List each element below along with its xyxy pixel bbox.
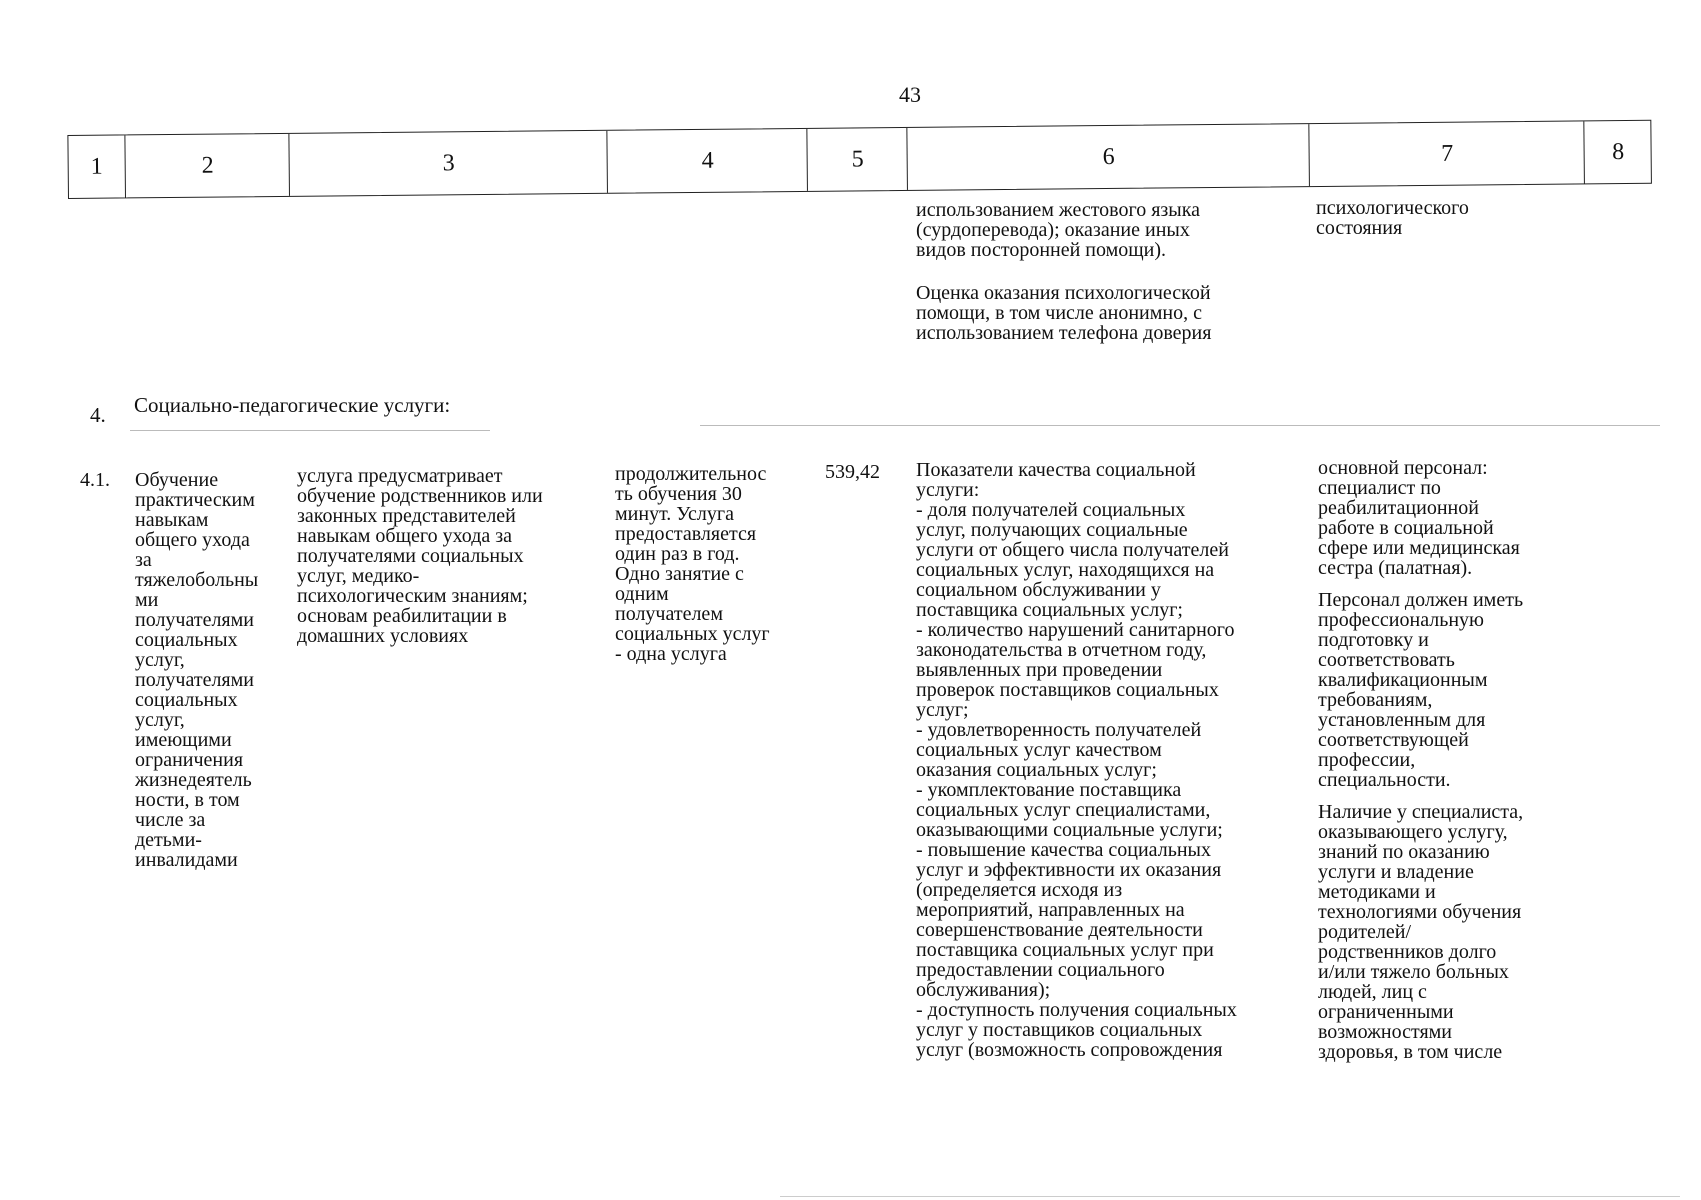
divider — [700, 425, 1660, 426]
header-col-6: 6 — [906, 124, 1310, 190]
service-volume: продолжительнос ть обучения 30 минут. Услуга предоставляется один раз в год. Одно занятие с одним получателем социальных услуг - одна услуга — [615, 463, 770, 665]
header-col-5: 5 — [806, 128, 908, 191]
service-name: Обучение практическим навыкам общего ухода за тяжелобольны ми получателями социальных услуг, получателями социальных услуг, имеющими ограничения жизнедеятель ности, в том числе за детьми- инвалидами — [135, 469, 259, 871]
divider — [130, 430, 490, 431]
staff-qualification: Персонал должен иметь профессиональную подготовку и соответствовать квалификационным требованиям, установленным для соответствующей профессии, специальности. — [1318, 589, 1524, 791]
continuation-col6-assessment: Оценка оказания психологической помощи, в том числе анонимно, с использованием телефона доверия — [916, 282, 1212, 344]
table-header — [67, 120, 1652, 199]
page-number: 43 — [899, 82, 921, 107]
specialist-knowledge: Наличие у специалиста, оказывающего услугу, знаний по оказанию услуги и владение методиками и технологиями обучения родителей/ родственников долго и/или тяжело больных людей, лиц с ограниченными возможностями здоровья, в том числе — [1318, 801, 1524, 1063]
continuation-col7-text: психологического состояния — [1316, 197, 1469, 239]
header-col-7: 7 — [1308, 121, 1585, 186]
header-col-2: 2 — [124, 134, 290, 198]
header-col-3: 3 — [288, 131, 608, 196]
quality-indicators: Показатели качества социальной услуги: - доля получателей социальных услуг, получающих социальные услуги от общего числа получателей социальных услуг, находящихся на социальном обслуживании у поставщика социальных услуг; - количество нарушений санитарного законодательства в отчетном году, выявленных при проведении проверок поставщиков социальных услуг; - удовлетворенность получателей социальных услуг качеством оказания социальных услуг; - укомплектование поставщика социальных услуг специалистами, оказывающими социальные услуги; - повышение качества социальных услуг и эффективности их оказания (определяется исходя из мероприятий, направленных на совершенствование деятельности поставщика социальных услуг при предоставлении социального обслуживания); - доступность получения социальных услуг у поставщиков социальных услуг (возможность сопровождения — [916, 459, 1237, 1061]
section-title: Социально-педагогические услуги: — [134, 393, 451, 417]
continuation-col6-text: использованием жестового языка (сурдоперевода); оказание иных видов посторонней помощи). — [916, 199, 1201, 261]
header-col-8: 8 — [1583, 121, 1652, 184]
section-number: 4. — [90, 403, 106, 427]
row-number: 4.1. — [80, 469, 110, 491]
scan-line — [780, 1196, 1680, 1197]
service-description: услуга предусматривает обучение родственников или законных представителей навыкам общего ухода за получателями социальных услуг, медико- психологическим знаниям; основам реабилитации в домашних условиях — [297, 465, 543, 647]
service-price: 539,42 — [825, 461, 880, 483]
header-col-1: 1 — [90, 153, 103, 180]
staff-requirements: основной персонал: специалист по реабилитационной работе в социальной сфере или медицинская сестра (палатная). — [1318, 457, 1520, 579]
header-col-4: 4 — [606, 129, 808, 193]
